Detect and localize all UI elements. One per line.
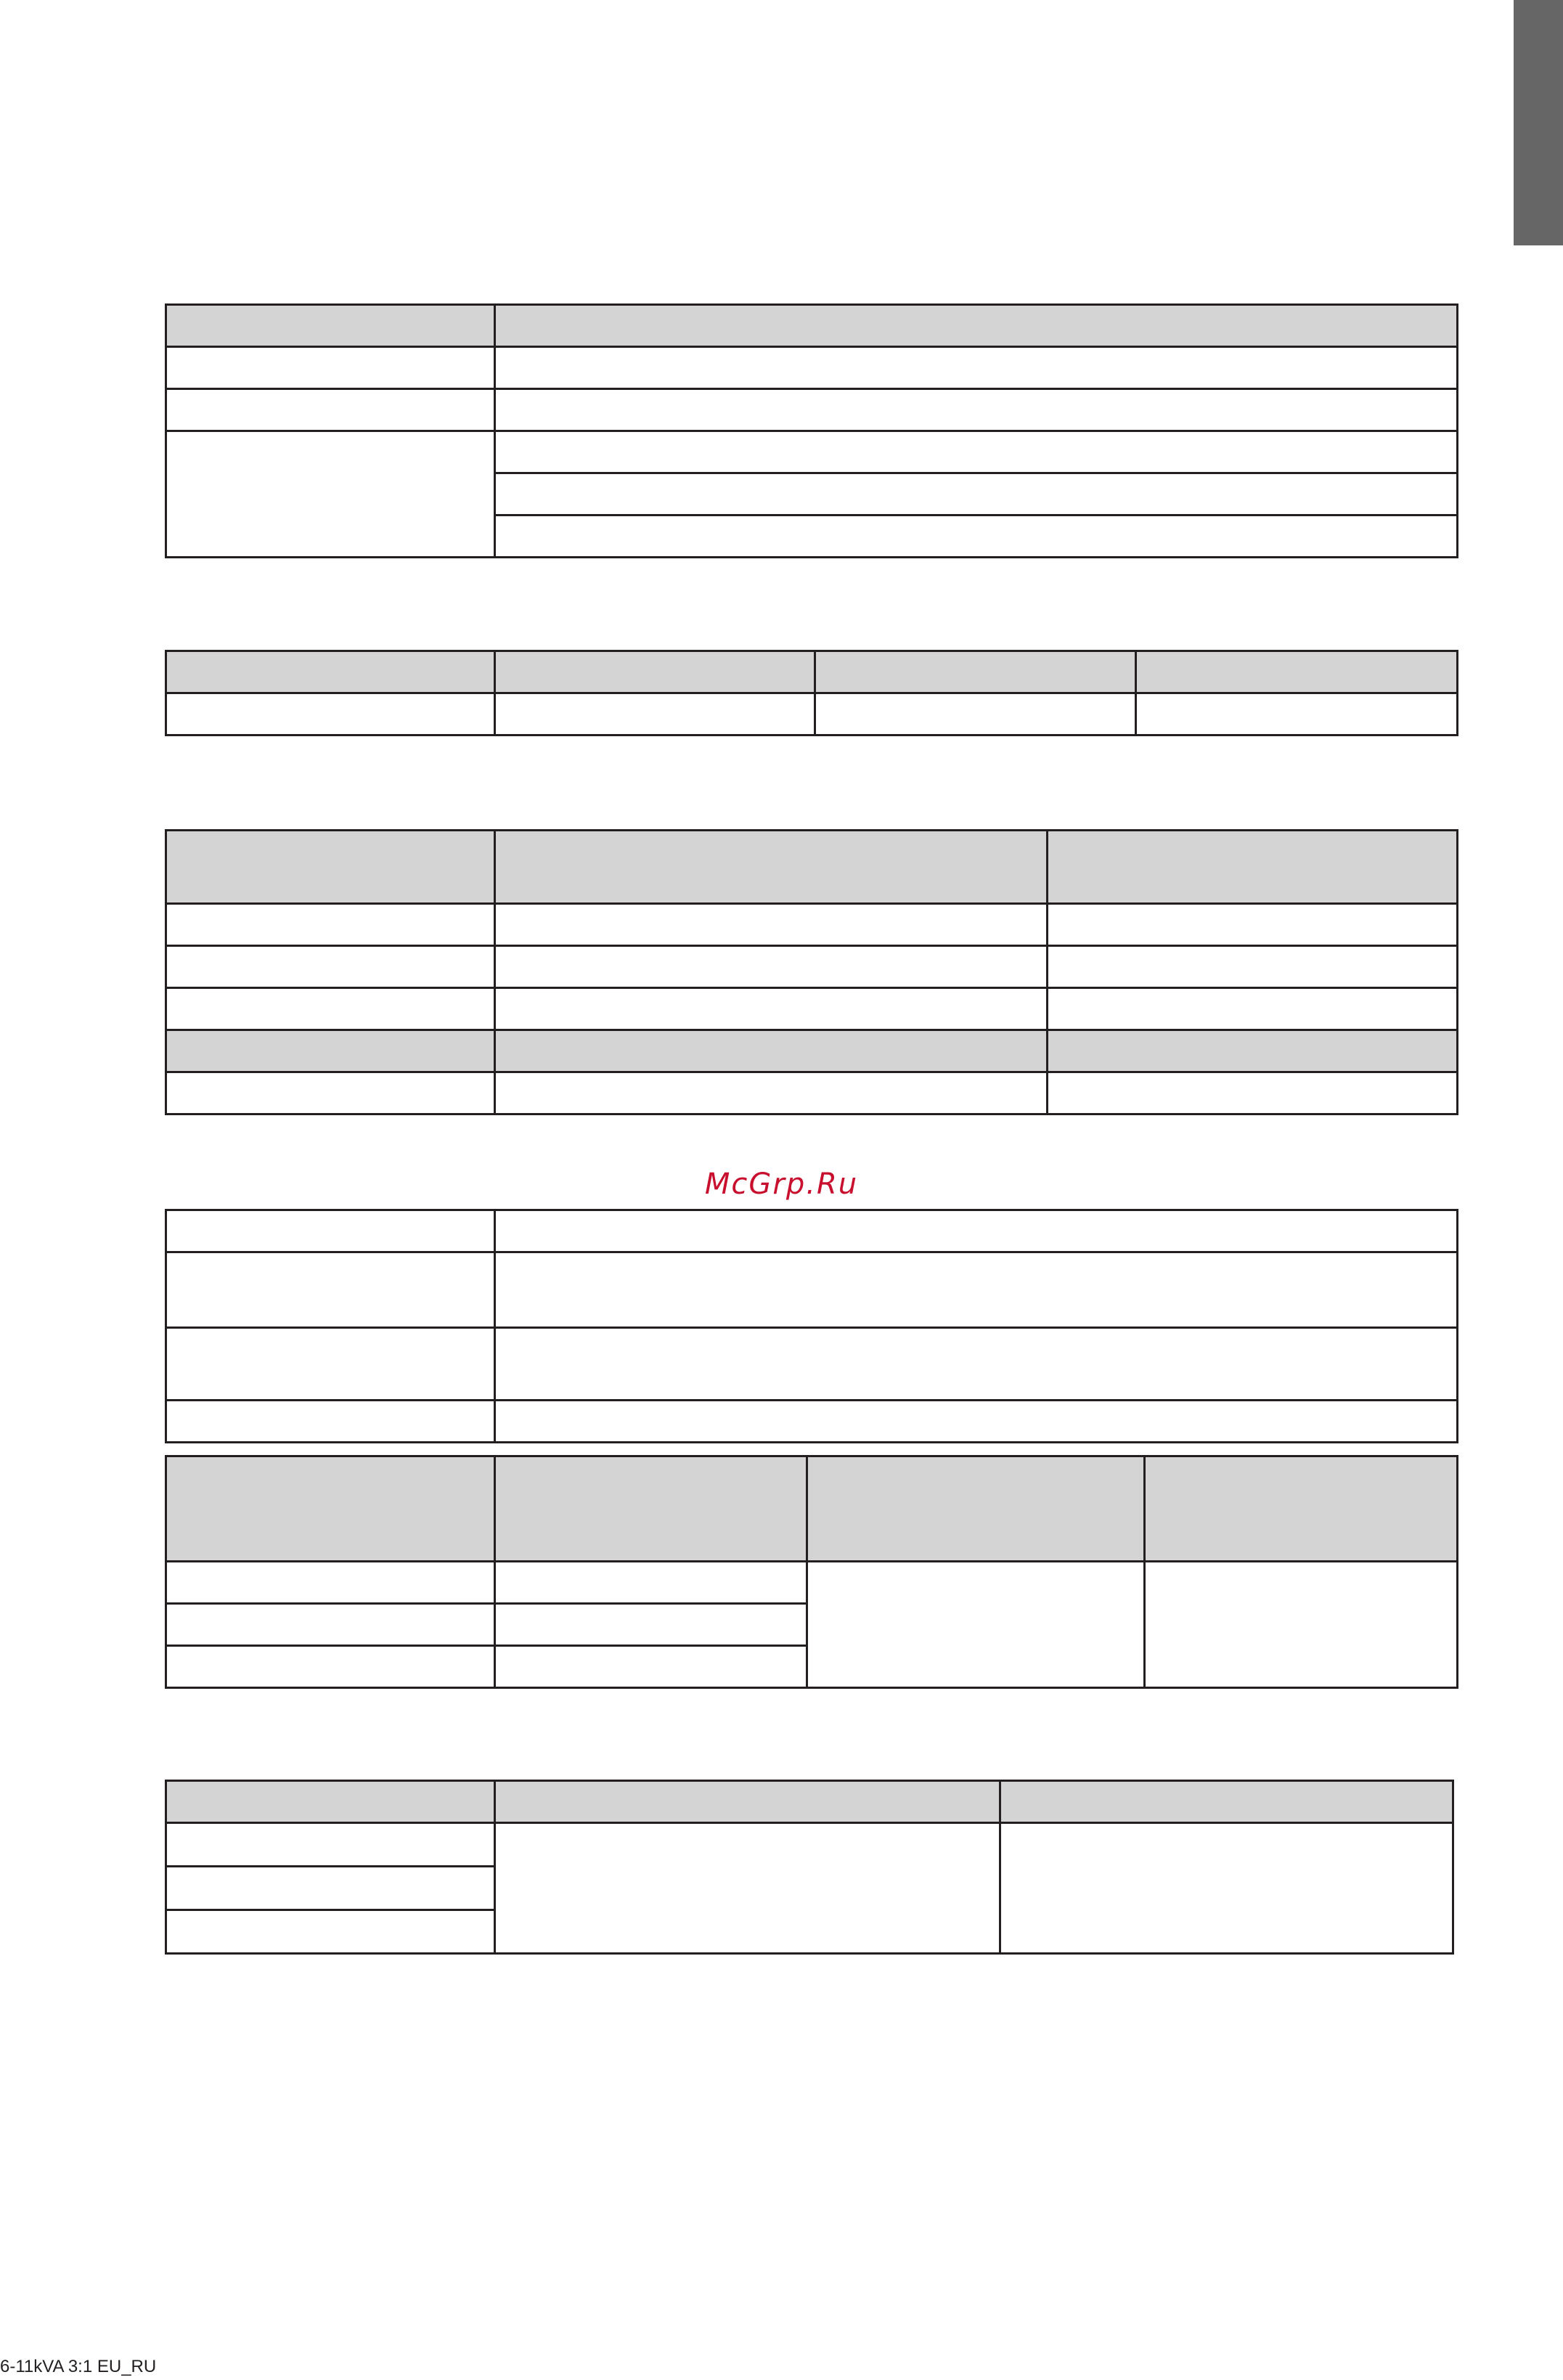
table-cell — [1136, 651, 1458, 693]
table-cell — [166, 946, 495, 988]
table-cell — [166, 1562, 495, 1604]
table-cell — [166, 1646, 495, 1688]
table-cell — [1048, 904, 1458, 946]
table-cell — [495, 1210, 1458, 1252]
table-cell — [815, 693, 1136, 735]
table-cell — [495, 904, 1048, 946]
table-cell — [1136, 693, 1458, 735]
table-cell — [166, 1252, 495, 1328]
spec-table-5 — [165, 1455, 1458, 1689]
table-cell — [495, 1781, 1000, 1823]
spec-table-4 — [165, 1209, 1458, 1443]
table-cell — [495, 1562, 807, 1604]
table-cell — [166, 693, 495, 735]
table-cell — [166, 1910, 495, 1954]
table-cell — [815, 651, 1136, 693]
spec-table-1 — [165, 303, 1458, 558]
table-cell — [495, 988, 1048, 1030]
table-cell — [495, 1252, 1458, 1328]
table-cell — [166, 389, 495, 431]
table-cell — [495, 1604, 807, 1646]
spec-table-6 — [165, 1780, 1454, 1955]
table-cell — [166, 1210, 495, 1252]
section-tab-marker — [1514, 0, 1563, 245]
table-cell — [166, 305, 495, 347]
table-cell — [166, 1072, 495, 1114]
table-cell — [166, 904, 495, 946]
table-cell — [166, 651, 495, 693]
table-cell — [495, 389, 1458, 431]
table-cell — [807, 1562, 1145, 1688]
table-cell — [495, 1401, 1458, 1443]
table-cell — [495, 651, 815, 693]
spec-table-3 — [165, 829, 1458, 1115]
table-cell — [807, 1456, 1145, 1562]
table-cell — [166, 347, 495, 389]
table-cell — [166, 431, 495, 558]
table-cell — [495, 431, 1458, 473]
table-cell — [166, 988, 495, 1030]
table-cell — [166, 1781, 495, 1823]
table-cell — [495, 831, 1048, 904]
table-cell — [495, 1456, 807, 1562]
table-cell — [495, 946, 1048, 988]
table-cell — [166, 1456, 495, 1562]
table-cell — [1145, 1562, 1458, 1688]
table-cell — [495, 1072, 1048, 1114]
table-cell — [495, 305, 1458, 347]
table-cell — [495, 1030, 1048, 1072]
table-cell — [166, 1823, 495, 1867]
table-cell — [495, 473, 1458, 515]
table-cell — [1048, 831, 1458, 904]
table-cell — [1048, 1072, 1458, 1114]
spec-table-2 — [165, 650, 1458, 736]
table-cell — [1145, 1456, 1458, 1562]
watermark-text: McGrp.Ru — [704, 1167, 859, 1201]
table-cell — [495, 515, 1458, 558]
table-cell — [166, 1401, 495, 1443]
table-cell — [1000, 1823, 1453, 1954]
table-cell — [1048, 988, 1458, 1030]
table-cell — [166, 1030, 495, 1072]
table-cell — [1048, 946, 1458, 988]
table-cell — [495, 693, 815, 735]
footer-code: 6-11kVA 3:1 EU_RU — [0, 2357, 157, 2376]
table-cell — [1000, 1781, 1453, 1823]
table-cell — [495, 347, 1458, 389]
table-cell — [1048, 1030, 1458, 1072]
table-cell — [166, 831, 495, 904]
table-cell — [495, 1328, 1458, 1401]
table-cell — [495, 1823, 1000, 1954]
table-cell — [166, 1604, 495, 1646]
table-cell — [166, 1328, 495, 1401]
table-cell — [495, 1646, 807, 1688]
table-cell — [166, 1867, 495, 1910]
